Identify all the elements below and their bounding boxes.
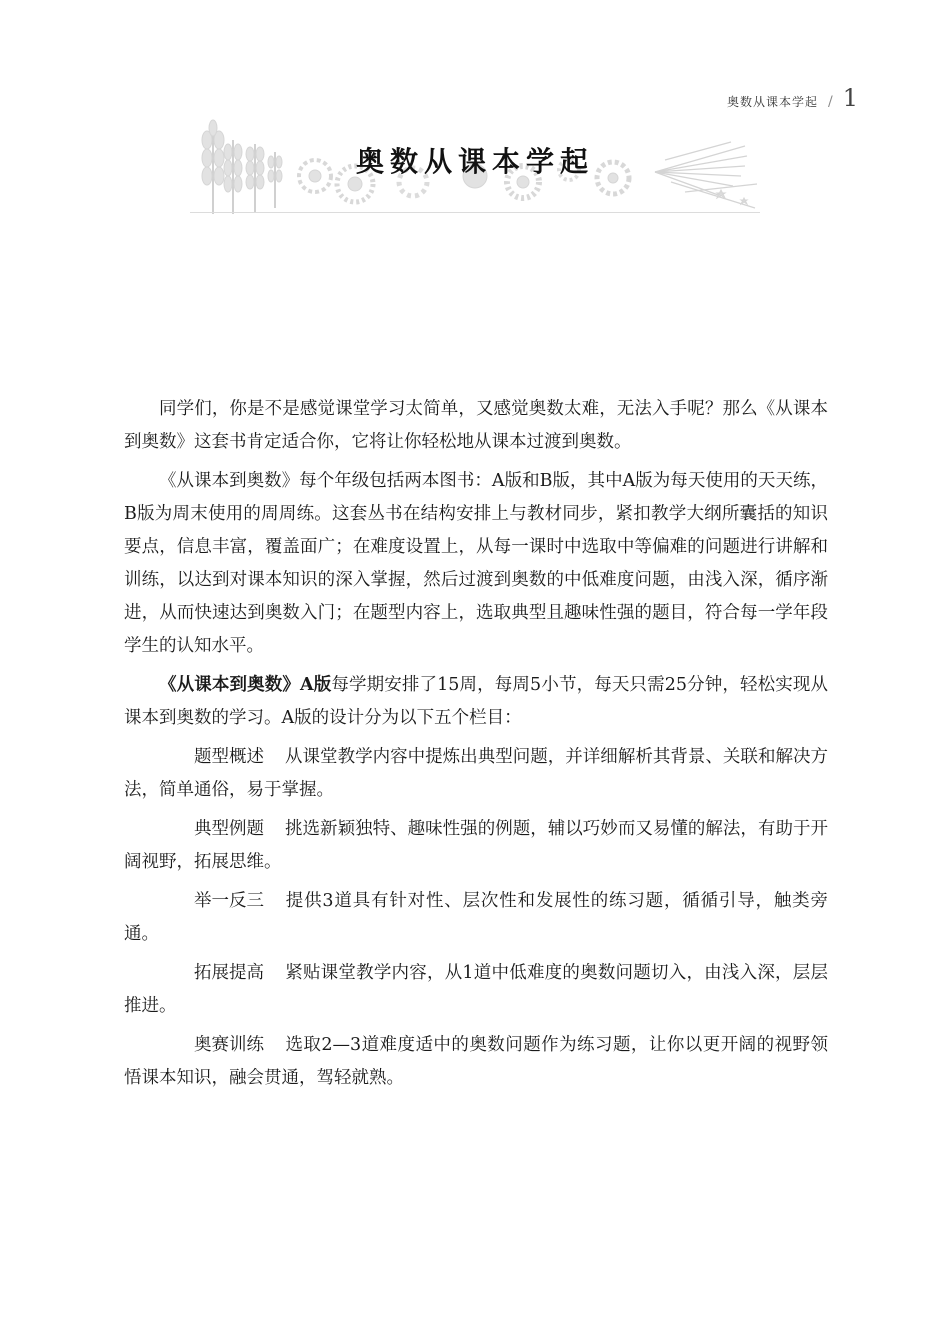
banner-divider [190, 212, 760, 213]
section-item [124, 957, 828, 1023]
running-title: 奥数从课本学起 [726, 95, 818, 109]
paragraph-description: 《从课本到奥数》每个年级包括两本图书：A版和B版，其中A版为每天使用的天天练，B版为周末使用的周周练。这套丛书在结构安排上与教材同步，紧扣教学大纲所囊括的知识要点，信息丰富，覆盖面广；在难度设置上，从每一课时中选取中等偏难的问题进行讲解和训练，以达到对课本知识的深入掌握，然后过渡到奥数的中低难度问题，由浅入深，循序渐进，从而快速达到奥数入门；在题型内容上，选取典型且趣味性强的题目，符合每一学年段学生的认知水平。 [124, 471, 828, 656]
section-item [124, 1029, 828, 1095]
section-text: 紧贴课堂教学内容，从1道中低难度的奥数问题切入，由浅入深，层层推进。 [124, 963, 828, 1016]
chapter-banner [185, 112, 765, 216]
running-header [727, 84, 858, 112]
section-label: 题型概述 [194, 747, 264, 767]
section-item [124, 813, 828, 879]
section-text: 从课堂教学内容中提炼出典型问题，并详细解析其背景、关联和解决方法，简单通俗，易于掌握。 [124, 747, 828, 800]
paragraph-a-version [124, 669, 828, 735]
section-text: 挑选新颖独特、趣味性强的例题，辅以巧妙而又易懂的解法，有助于开阔视野，拓展思维。 [124, 819, 828, 872]
chapter-title: 奥数从课本学起 [355, 145, 594, 178]
section-text: 选取2—3道难度适中的奥数问题作为练习题，让你以更开阔的视野领悟课本知识，融会贯通，驾轻就熟。 [124, 1035, 828, 1088]
section-label: 举一反三 [194, 891, 264, 911]
section-label: 拓展提高 [194, 963, 264, 983]
header-slash: / [828, 94, 833, 110]
a-version-text: 每学期安排了15周，每周5小节，每天只需25分钟，轻松实现从课本到奥数的学习。A版的设计分为以下五个栏目： [124, 675, 829, 728]
book-title-bold: 《从课本到奥数》A版 [159, 675, 332, 695]
section-text: 提供3道具有针对性、层次性和发展性的练习题，循循引导，触类旁通。 [124, 891, 828, 944]
body-text [124, 393, 828, 1095]
section-label: 奥赛训练 [194, 1035, 264, 1055]
section-label: 典型例题 [194, 819, 264, 839]
section-item [124, 885, 828, 951]
paragraph-intro: 同学们，你是不是感觉课堂学习太简单，又感觉奥数太难，无法入手呢？那么《从课本到奥数》这套书肯定适合你，它将让你轻松地从课本过渡到奥数。 [124, 399, 828, 452]
page-number: 1 [842, 84, 858, 112]
section-item [124, 741, 828, 807]
